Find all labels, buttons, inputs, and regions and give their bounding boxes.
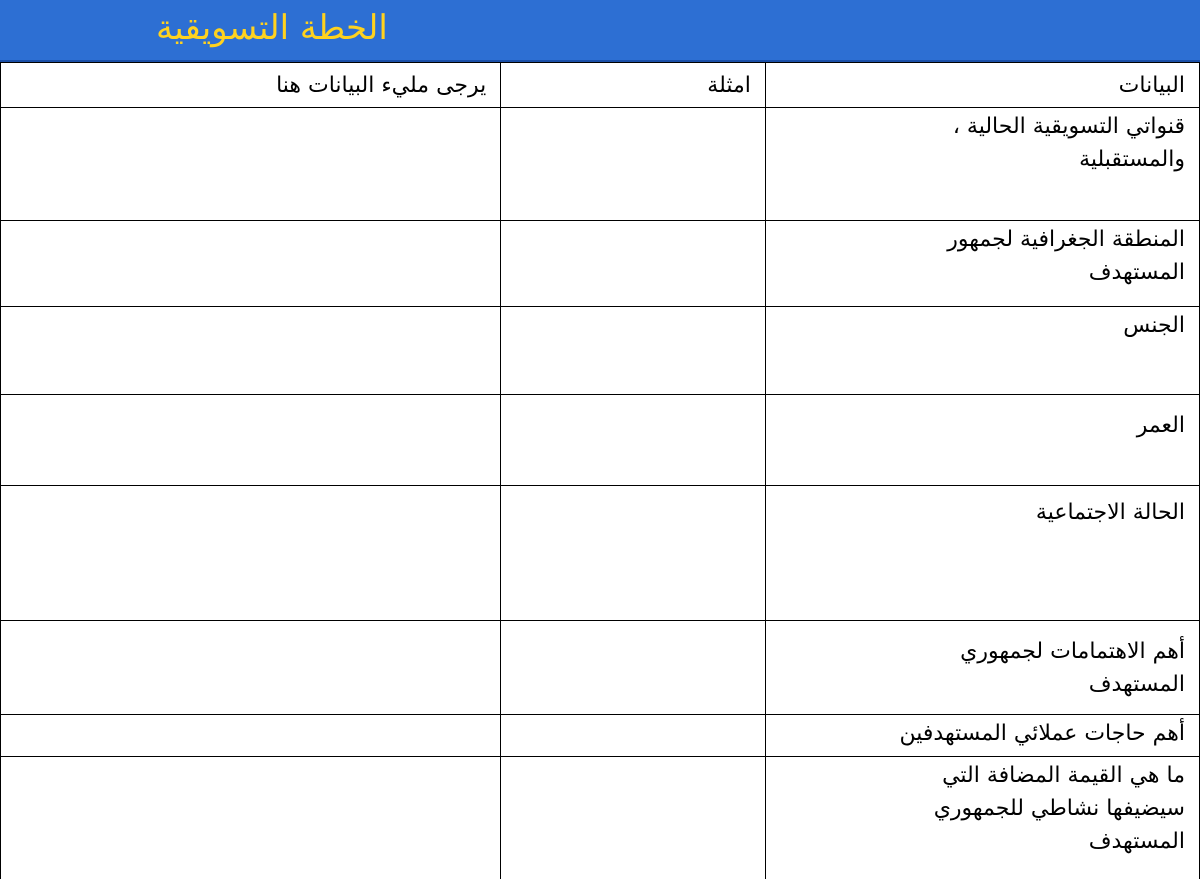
row-label [765, 757, 1199, 879]
examples-cell[interactable] [501, 221, 766, 307]
table-row [1, 621, 1200, 715]
examples-cell[interactable] [501, 307, 766, 395]
row-label-text: أهم حاجات عملائي المستهدفين [899, 721, 1185, 746]
title-bar [0, 0, 1200, 62]
table-row [1, 307, 1200, 395]
table-header-row [1, 63, 1200, 108]
row-label [765, 307, 1199, 395]
fill-cell[interactable] [1, 621, 501, 715]
fill-cell[interactable] [1, 108, 501, 221]
row-label-text: العمر [1136, 413, 1185, 438]
row-label-text: أهم الاهتمامات لجمهوري المستهدف [960, 639, 1185, 697]
row-label [765, 221, 1199, 307]
row-label [765, 621, 1199, 715]
fill-cell[interactable] [1, 757, 501, 879]
header-examples: امثلة [501, 63, 766, 108]
table-row [1, 715, 1200, 757]
table-row [1, 486, 1200, 621]
header-fill: يرجى مليء البيانات هنا [1, 63, 501, 108]
row-label-text: الحالة الاجتماعية [1035, 500, 1185, 525]
table-row [1, 108, 1200, 221]
row-label [765, 486, 1199, 621]
examples-cell[interactable] [501, 757, 766, 879]
examples-cell[interactable] [501, 486, 766, 621]
row-label [765, 715, 1199, 757]
row-label-text: ما هي القيمة المضافة التي سيضيفها نشاطي للجمهوري المستهدف [933, 763, 1185, 854]
row-label-text: قنواتي التسويقية الحالية ، والمستقبلية [952, 114, 1185, 172]
examples-cell[interactable] [501, 715, 766, 757]
examples-cell[interactable] [501, 395, 766, 486]
fill-cell[interactable] [1, 307, 501, 395]
table-row [1, 395, 1200, 486]
marketing-plan-table [0, 62, 1200, 879]
row-label-text: الجنس [1123, 313, 1185, 338]
examples-cell[interactable] [501, 621, 766, 715]
header-data: البيانات [765, 63, 1199, 108]
table-row [1, 221, 1200, 307]
row-label-text: المنطقة الجغرافية لجمهور المستهدف [947, 227, 1185, 285]
row-label [765, 395, 1199, 486]
fill-cell[interactable] [1, 395, 501, 486]
fill-cell[interactable] [1, 715, 501, 757]
fill-cell[interactable] [1, 486, 501, 621]
fill-cell[interactable] [1, 221, 501, 307]
examples-cell[interactable] [501, 108, 766, 221]
table-row [1, 757, 1200, 879]
row-label [765, 108, 1199, 221]
page-title: الخطة التسويقية [156, 8, 388, 48]
